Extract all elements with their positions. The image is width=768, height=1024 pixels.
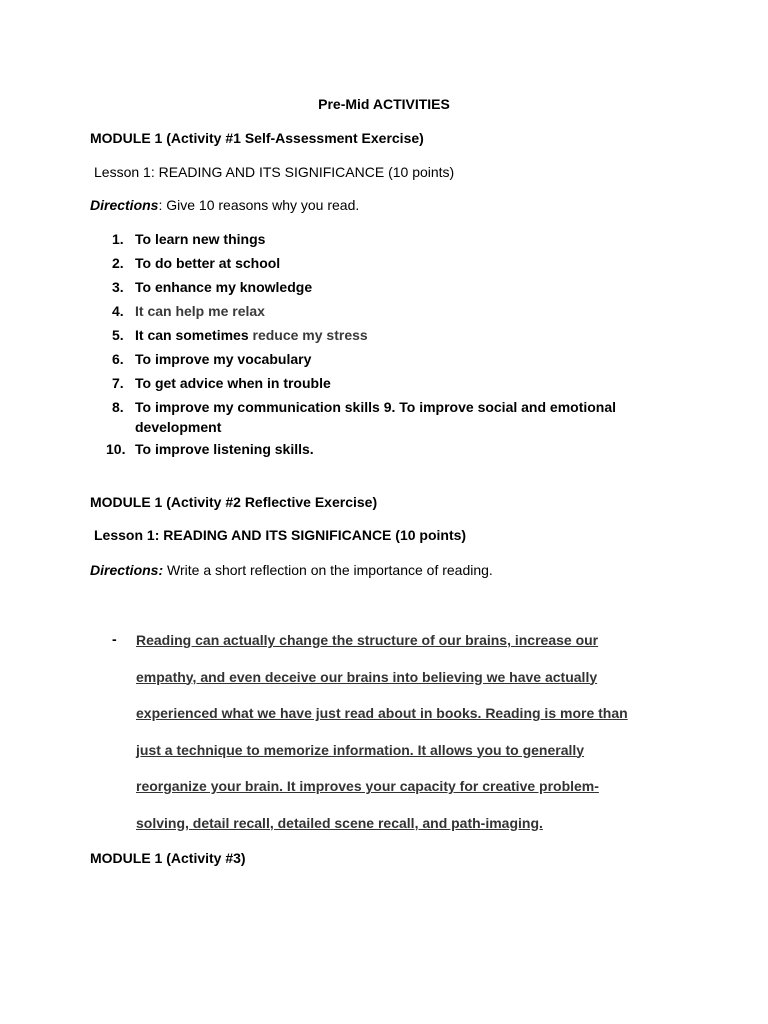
list-item-text: It can help me relax <box>135 303 265 319</box>
list-number: 5. <box>112 327 124 343</box>
list-number: 3. <box>112 279 124 295</box>
list-item-text: To enhance my knowledge <box>135 279 313 295</box>
list-number: 4. <box>112 303 124 319</box>
list-number: 8. <box>112 399 124 415</box>
list-item-text: To do better at school <box>135 255 281 271</box>
list-number: 7. <box>112 375 124 391</box>
bullet-dash: - <box>112 631 117 647</box>
list-number: 2. <box>112 255 124 271</box>
directions-paragraph <box>90 197 359 213</box>
list-item <box>106 373 686 395</box>
lesson-1-heading-2: Lesson 1: READING AND ITS SIGNIFICANCE (10 points) <box>94 527 467 543</box>
list-item <box>106 439 686 461</box>
list-item-text: To improve listening skills. <box>135 441 314 457</box>
directions-text-2: Write a short reflection on the importance of reading. <box>163 562 493 578</box>
directions-label-2: Directions: <box>90 562 164 578</box>
reflection-line: experienced what we have just read about in books. Reading is more than <box>136 705 628 721</box>
module-1-activity-2-heading: MODULE 1 (Activity #2 Reflective Exercise) <box>90 494 378 510</box>
list-item <box>106 325 686 347</box>
reflection-block <box>112 631 672 850</box>
list-item <box>106 301 686 323</box>
list-item-text-highlight: reduce my stress <box>252 327 368 343</box>
list-item <box>106 349 686 371</box>
list-number: 10. <box>106 441 126 457</box>
reflection-line: empathy, and even deceive our brains into believing we have actually <box>136 668 598 685</box>
list-item <box>106 253 686 275</box>
reflection-line: reorganize your brain. It improves your capacity for creative problem- <box>136 778 599 794</box>
page-title: Pre-Mid ACTIVITIES <box>318 96 450 112</box>
list-item <box>106 397 686 437</box>
list-item <box>106 277 686 299</box>
directions-text: : Give 10 reasons why you read. <box>158 197 360 213</box>
list-item-text: To improve my communication skills 9. To improve social and emotional development <box>135 399 617 435</box>
module-1-activity-3-heading: MODULE 1 (Activity #3) <box>90 850 246 866</box>
list-item-text: To get advice when in trouble <box>135 375 331 391</box>
list-item-text: To improve my vocabulary <box>135 351 312 367</box>
reasons-list <box>106 229 686 463</box>
reflection-line: Reading can actually change the structure of our brains, increase our <box>136 632 599 648</box>
list-item-text: It can sometimes <box>135 327 253 343</box>
reflection-line: solving, detail recall, detailed scene recall, and path-imaging. <box>136 814 543 831</box>
list-item-text: To learn new things <box>135 231 266 247</box>
reflection-line: just a technique to memorize information. It allows you to generally <box>136 741 585 758</box>
module-1-activity-1-heading: MODULE 1 (Activity #1 Self-Assessment Exercise) <box>90 130 424 146</box>
directions-label: Directions <box>90 197 159 213</box>
list-number: 6. <box>112 351 124 367</box>
lesson-1-heading: Lesson 1: READING AND ITS SIGNIFICANCE (10 points) <box>94 164 455 180</box>
list-item <box>106 229 686 251</box>
directions-paragraph-2 <box>90 562 493 578</box>
list-number: 1. <box>112 231 124 247</box>
